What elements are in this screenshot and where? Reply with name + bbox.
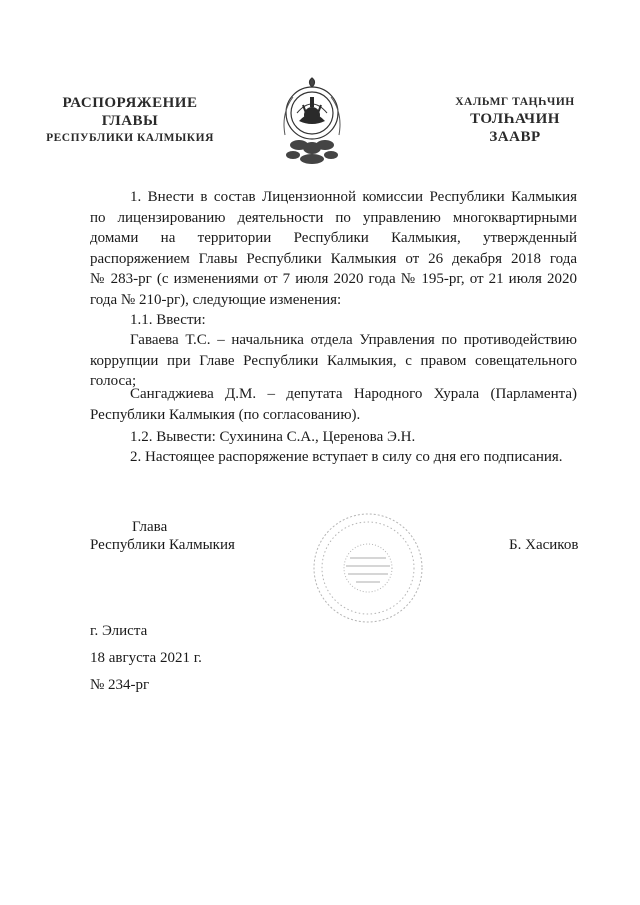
paragraph-1-line-2: по лицензированию деятельности по управлению многоквартирными bbox=[90, 209, 577, 226]
item-1-1: 1.1. Ввести: bbox=[130, 312, 206, 328]
paragraph-1-line-3: домами на территории Республики Калмыкия, утвержденный bbox=[90, 230, 577, 246]
paragraph-gavaev-line-1: Гаваева Т.С. – начальника отдела Управления по противодействию bbox=[130, 332, 577, 348]
header-left-title: РАСПОРЯЖЕНИЕ bbox=[62, 95, 198, 111]
kalmykia-coat-of-arms-icon bbox=[277, 75, 347, 167]
item-2: 2. Настоящее распоряжение вступает в силу со дня его подписания. bbox=[130, 449, 563, 465]
header-left-block bbox=[40, 94, 220, 146]
paragraph-gavaev-line-2: коррупции при Главе Республики Калмыкия, с правом совещательного bbox=[90, 352, 577, 369]
paragraph-gavaev-line-3: голоса; bbox=[90, 373, 137, 389]
item-1-2: 1.2. Вывести: Сухинина С.А., Церенова Э.Н. bbox=[130, 429, 416, 445]
header-right-block bbox=[440, 94, 590, 146]
signature-title-line-1: Глава bbox=[132, 519, 168, 535]
header-right-line1: ХАЛЬМГ ТАҢҺЧИН bbox=[455, 96, 575, 108]
header-left-subtitle: ГЛАВЫ bbox=[101, 113, 159, 129]
signatory-name: Б. Хасиков bbox=[509, 537, 579, 553]
paragraph-1-line-1: 1. Внести в состав Лицензионной комиссии Республики Калмыкия bbox=[130, 189, 577, 205]
paragraph-1 bbox=[90, 187, 577, 310]
paragraph-sangadzhiev bbox=[90, 384, 577, 425]
footer-number: № 234-рг bbox=[90, 677, 150, 693]
header-right-line3: ЗААВР bbox=[489, 129, 541, 145]
header-right-line2: ТОЛҺАЧИН bbox=[470, 111, 560, 127]
paragraph-1-line-4: распоряжением Главы Республики Калмыкия от 26 декабря 2018 года bbox=[90, 250, 577, 267]
footer-city: г. Элиста bbox=[90, 623, 148, 639]
header-left-republic: РЕСПУБЛИКИ КАЛМЫКИЯ bbox=[46, 132, 214, 144]
paragraph-sangadzhiev-line-1: Сангаджиева Д.М. – депутата Народного Хурала (Парламента) bbox=[130, 386, 577, 402]
official-seal-icon bbox=[312, 512, 424, 624]
signature-title-line-2: Республики Калмыкия bbox=[90, 537, 235, 553]
footer-date: 18 августа 2021 г. bbox=[90, 650, 202, 666]
paragraph-sangadzhiev-line-2: Республики Калмыкия (по согласованию). bbox=[90, 406, 361, 423]
paragraph-gavaev bbox=[90, 330, 577, 392]
paragraph-1-line-5: № 283-рг (с изменениями от 7 июля 2020 года № 195-рг, от 21 июля 2020 bbox=[90, 271, 577, 287]
paragraph-1-line-6: года № 210-рг), следующие изменения: bbox=[90, 291, 342, 308]
